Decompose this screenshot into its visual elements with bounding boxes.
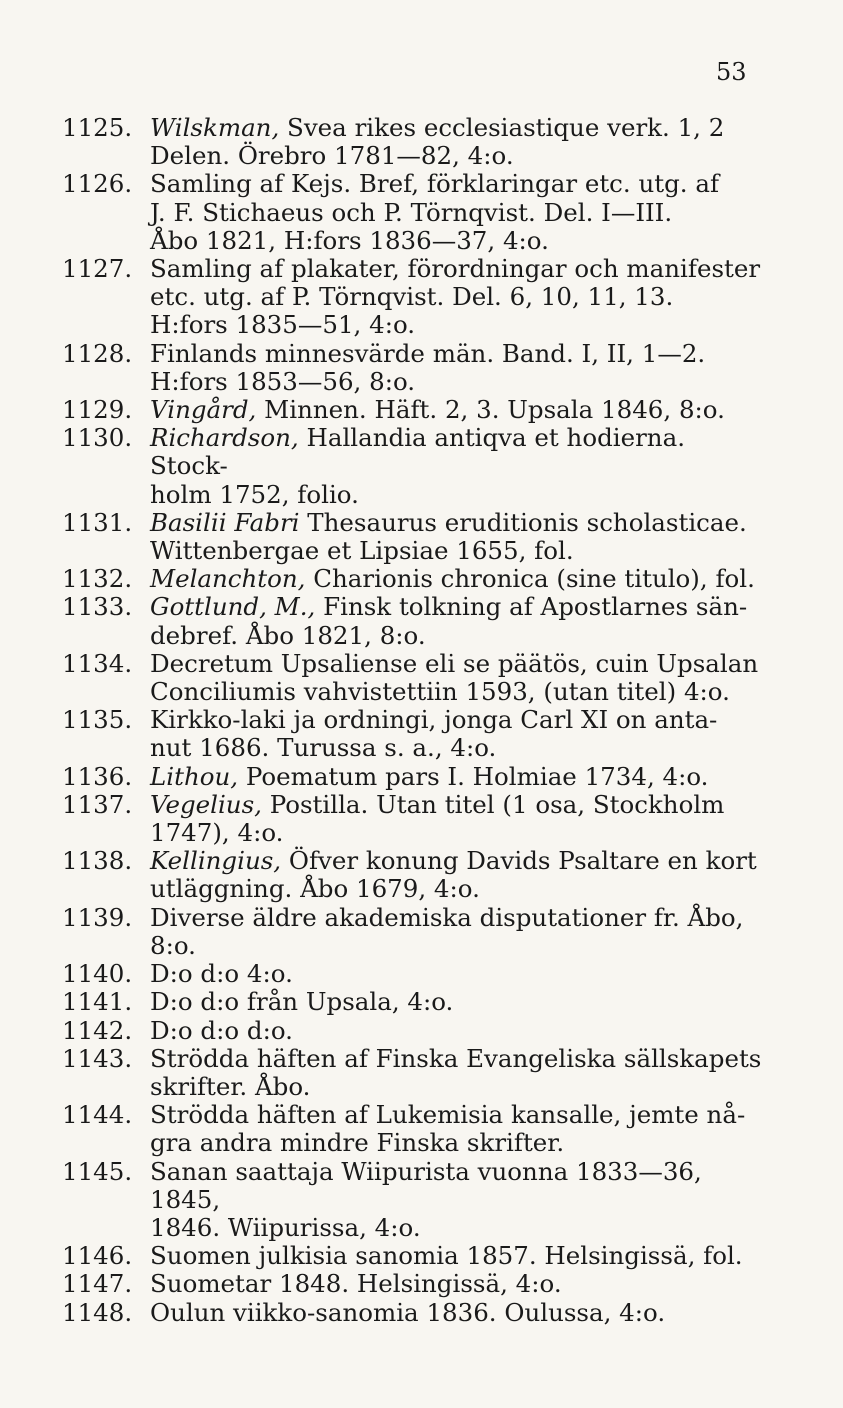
entry-author: Kellingius,	[150, 846, 282, 876]
entry-line-text: debref. Åbo 1821, 8:o.	[150, 620, 426, 650]
entry-text	[150, 988, 762, 1016]
entry-text	[150, 509, 762, 565]
entry-line	[150, 875, 762, 903]
entry-line	[150, 960, 762, 988]
catalog-entry	[62, 1017, 762, 1045]
entry-text	[150, 706, 762, 762]
entry-line	[150, 396, 762, 424]
catalog-entry	[62, 593, 762, 649]
entry-line	[150, 255, 762, 283]
entry-line	[150, 1299, 762, 1327]
entry-author: Vingård,	[150, 395, 257, 425]
entry-author: Lithou,	[150, 761, 239, 791]
entry-number: 1135.	[62, 705, 133, 735]
entry-line	[150, 1129, 762, 1157]
entry-text	[150, 1270, 762, 1298]
entry-line	[150, 763, 762, 791]
catalog-entry	[62, 340, 762, 396]
entry-text	[150, 904, 762, 960]
entry-line	[150, 593, 762, 621]
entry-text	[150, 763, 762, 791]
entry-line	[150, 311, 762, 339]
entry-line-text: H:fors 1853—56, 8:o.	[150, 366, 416, 396]
entry-text	[150, 593, 762, 649]
entry-line-text: Suomen julkisia sanomia 1857. Helsingissä, fol.	[150, 1241, 743, 1271]
entry-number: 1141.	[62, 987, 133, 1017]
entry-line	[150, 734, 762, 762]
entry-text	[150, 424, 762, 509]
entry-line	[150, 706, 762, 734]
entry-number: 1145.	[62, 1156, 133, 1186]
entry-line	[150, 1017, 762, 1045]
entry-line	[150, 678, 762, 706]
entry-text	[150, 255, 762, 340]
catalog-entry	[62, 763, 762, 791]
catalog-entry	[62, 1101, 762, 1157]
entry-number: 1125.	[62, 113, 133, 142]
catalog-entry	[62, 706, 762, 762]
entry-number: 1139.	[62, 902, 133, 932]
catalog-entry	[62, 396, 762, 424]
catalog-entry	[62, 1242, 762, 1270]
entry-text	[150, 650, 762, 706]
catalog-entry	[62, 565, 762, 593]
entry-number: 1126.	[62, 169, 133, 199]
entry-text	[150, 340, 762, 396]
entry-line-text: skrifter. Åbo.	[150, 1071, 311, 1101]
entry-line-text: Svea rikes ecclesiastique verk. 1, 2	[287, 113, 725, 142]
entry-line-text: 1846. Wiipurissa, 4:o.	[150, 1212, 421, 1242]
entry-line-text: Poematum pars I. Holmiae 1734, 4:o.	[245, 761, 709, 791]
catalog-entry	[62, 650, 762, 706]
entry-line-text: gra andra mindre Finska skrifter.	[150, 1128, 565, 1158]
entry-line	[150, 481, 762, 509]
entry-line	[150, 114, 762, 142]
catalog-entry	[62, 509, 762, 565]
entry-author: Melanchton,	[150, 564, 306, 594]
entry-text	[150, 114, 762, 170]
entry-text	[150, 170, 762, 255]
entry-line-text: J. F. Stichaeus och P. Törnqvist. Del. I—III.	[150, 197, 673, 227]
entry-line-text: Hallandia antiqva et hodierna. Stock-	[150, 423, 685, 481]
entry-line	[150, 565, 762, 593]
catalog-entry	[62, 114, 762, 170]
entry-number: 1133.	[62, 592, 133, 622]
entry-text	[150, 565, 762, 593]
entry-number: 1138.	[62, 846, 133, 876]
catalog-entry	[62, 1158, 762, 1243]
entry-line	[150, 170, 762, 198]
entry-line-text: Oulun viikko-sanomia 1836. Oulussa, 4:o.	[150, 1297, 666, 1327]
catalog-entry	[62, 904, 762, 960]
entry-line	[150, 227, 762, 255]
entry-line	[150, 622, 762, 650]
entry-line-text: utläggning. Åbo 1679, 4:o.	[150, 874, 480, 904]
entry-author: Wilskman,	[150, 113, 280, 142]
entry-line-text: Samling af plakater, förordningar och manifester	[150, 254, 761, 284]
entry-text	[150, 1045, 762, 1101]
entry-line	[150, 650, 762, 678]
entry-line	[150, 1214, 762, 1242]
entry-author: Vegelius,	[150, 789, 262, 819]
entry-line-text: H:fors 1835—51, 4:o.	[150, 310, 416, 340]
entry-text	[150, 1158, 762, 1243]
entry-number: 1140.	[62, 959, 133, 989]
entry-line-text: Öfver konung Davids Psaltare en kort	[288, 846, 757, 876]
entry-text	[150, 396, 762, 424]
entry-line-text: Strödda häften af Lukemisia kansalle, jemte nå-	[150, 1100, 746, 1130]
entry-number: 1137.	[62, 789, 133, 819]
entry-number: 1147.	[62, 1269, 133, 1299]
entry-line-text: Conciliumis vahvistettiin 1593, (utan titel) 4:o.	[150, 677, 730, 707]
catalog-entry	[62, 424, 762, 509]
entry-line	[150, 283, 762, 311]
entry-line	[150, 1158, 762, 1214]
entry-author: Basilii Fabri	[150, 507, 300, 537]
entry-line	[150, 340, 762, 368]
entry-number: 1134.	[62, 648, 133, 678]
catalog-entry	[62, 170, 762, 255]
entry-number: 1131.	[62, 507, 133, 537]
entry-number: 1130.	[62, 423, 133, 453]
entry-text	[150, 1242, 762, 1270]
entry-line	[150, 1045, 762, 1073]
entry-line-text: Finsk tolkning af Apostlarnes sän-	[323, 592, 748, 622]
entry-line-text: Postilla. Utan titel (1 osa, Stockholm	[269, 789, 725, 819]
entry-text	[150, 847, 762, 903]
entry-text	[150, 1101, 762, 1157]
entry-number: 1148.	[62, 1297, 133, 1327]
entry-line	[150, 424, 762, 480]
entry-line-text: Åbo 1821, H:fors 1836—37, 4:o.	[150, 225, 549, 255]
entry-line-text: D:o d:o d:o.	[150, 1015, 293, 1045]
entry-text	[150, 960, 762, 988]
entry-line	[150, 1073, 762, 1101]
entry-line	[150, 368, 762, 396]
entry-line-text: Finlands minnesvärde män. Band. I, II, 1—2.	[150, 338, 706, 368]
entry-line	[150, 537, 762, 565]
entry-line-text: nut 1686. Turussa s. a., 4:o.	[150, 733, 497, 763]
entry-number: 1127.	[62, 254, 133, 284]
entry-number: 1132.	[62, 564, 133, 594]
entry-line	[150, 847, 762, 875]
entry-line-text: etc. utg. af P. Törnqvist. Del. 6, 10, 11, 13.	[150, 282, 674, 312]
entry-line	[150, 1242, 762, 1270]
entry-line-text: Samling af Kejs. Bref, förklaringar etc. utg. af	[150, 169, 720, 199]
entry-line-text: Decretum Upsaliense eli se päätös, cuin Upsalan	[150, 648, 759, 678]
entry-number: 1143.	[62, 1043, 133, 1073]
entry-line-text: Sanan saattaja Wiipurista vuonna 1833—36, 1845,	[150, 1156, 702, 1214]
entry-line-text: Minnen. Häft. 2, 3. Upsala 1846, 8:o.	[264, 395, 725, 425]
catalog-entry	[62, 960, 762, 988]
catalog-entries	[62, 114, 762, 1327]
entry-line-text: Thesaurus eruditionis scholasticae.	[307, 507, 747, 537]
entry-line	[150, 819, 762, 847]
entry-line-text: Charionis chronica (sine titulo), fol.	[313, 564, 755, 594]
catalog-entry	[62, 255, 762, 340]
catalog-entry	[62, 847, 762, 903]
entry-text	[150, 1017, 762, 1045]
entry-text	[150, 791, 762, 847]
entry-line-text: 1747), 4:o.	[150, 818, 284, 848]
catalog-entry	[62, 1270, 762, 1298]
page-number: 53	[716, 58, 747, 86]
entry-line	[150, 142, 762, 170]
entry-line-text: Suometar 1848. Helsingissä, 4:o.	[150, 1269, 562, 1299]
entry-line	[150, 509, 762, 537]
entry-line-text: D:o d:o 4:o.	[150, 959, 293, 989]
entry-line	[150, 988, 762, 1016]
entry-line	[150, 1270, 762, 1298]
entry-author: Gottlund, M.,	[150, 592, 316, 622]
catalog-entry	[62, 791, 762, 847]
entry-number: 1129.	[62, 395, 133, 425]
entry-number: 1142.	[62, 1015, 133, 1045]
entry-line-text: Strödda häften af Finska Evangeliska sällskapets	[150, 1043, 762, 1073]
entry-author: Richardson,	[150, 423, 299, 453]
entry-line-text: Kirkko-laki ja ordningi, jonga Carl XI on anta-	[150, 705, 718, 735]
entry-line	[150, 199, 762, 227]
entry-line	[150, 1101, 762, 1129]
entry-number: 1146.	[62, 1241, 133, 1271]
catalog-entry	[62, 988, 762, 1016]
entry-number: 1128.	[62, 338, 133, 368]
entry-line	[150, 904, 762, 960]
entry-text	[150, 1299, 762, 1327]
entry-line-text: Wittenbergae et Lipsiae 1655, fol.	[150, 536, 574, 566]
entry-line	[150, 791, 762, 819]
entry-line-text: holm 1752, folio.	[150, 479, 359, 509]
entry-line-text: Delen. Örebro 1781—82, 4:o.	[150, 141, 514, 171]
catalog-entry	[62, 1045, 762, 1101]
entry-line-text: Diverse äldre akademiska disputationer fr. Åbo, 8:o.	[150, 902, 744, 960]
entry-number: 1136.	[62, 761, 133, 791]
entry-number: 1144.	[62, 1100, 133, 1130]
catalog-entry	[62, 1299, 762, 1327]
entry-line-text: D:o d:o från Upsala, 4:o.	[150, 987, 454, 1017]
